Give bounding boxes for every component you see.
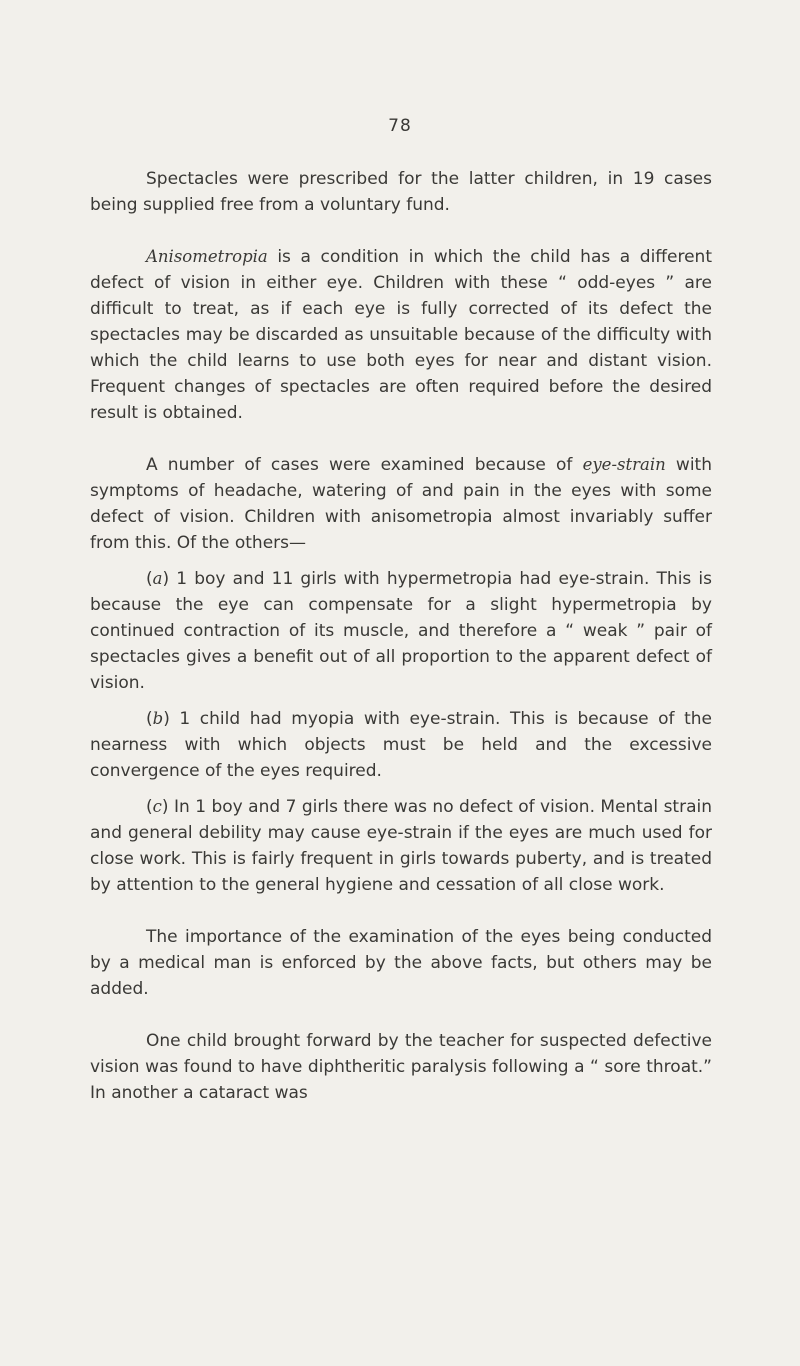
paragraph-importance xyxy=(90,924,712,1002)
paragraph-eye-strain xyxy=(90,452,712,556)
item-b-label: b xyxy=(152,709,164,728)
paragraph-diphtheritic xyxy=(90,1028,712,1106)
paragraph-importance-text: The importance of the examination of the eyes being conducted by a medical man is enforced by the above facts, but others may be added. xyxy=(90,927,712,999)
paragraph-anisometropia-text: is a condition in which the child has a different defect of vision in either eye. Children with these “ odd-eyes ” are difficult to treat, as if each eye is fully corrected of its defect the spectacles may be discarded as unsuitable because of the difficulty with which the child learns to use both eyes for near and distant vision. Frequent changes of spectacles are often required before the desired result is obtained. xyxy=(90,247,712,423)
paragraph-item-c: (c) In 1 boy and 7 girls there was no defect of vision. Mental strain and general debility may cause eye-strain if the eyes are much used for close work. This is fairly frequent in girls towards puberty, and is treated by attention to the general hygiene and cessation of all close work. xyxy=(90,797,712,895)
paragraph-diphtheritic-text: One child brought forward by the teacher for suspected defective vision was found to have diphtheritic paralysis following a “ sore throat.” In another a cataract was xyxy=(90,1031,712,1103)
paragraph-item-b: (b) 1 child had myopia with eye-strain. This is because of the nearness with which objects must be held and the excessive convergence of the eyes required. xyxy=(90,709,712,781)
paragraph-spectacles xyxy=(90,166,712,218)
paragraph-eye-strain-start: A number of cases were examined because of xyxy=(146,455,583,475)
item-a-label: a xyxy=(152,569,163,588)
paragraph-anisometropia xyxy=(90,244,712,426)
page-number: 78 xyxy=(388,116,412,136)
term-eye-strain: eye-strain xyxy=(582,455,666,474)
paragraph-spectacles-text: Spectacles were prescribed for the latter children, in 19 cases being supplied free from a voluntary fund. xyxy=(90,169,712,215)
item-b-text: 1 child had myopia with eye-strain. This is because of the nearness with which objects must be held and the excessive convergence of the eyes required. xyxy=(90,709,712,781)
item-c-label: c xyxy=(152,797,162,816)
term-anisometropia: Anisometropia xyxy=(146,247,268,266)
item-c-text: In 1 boy and 7 girls there was no defect of vision. Mental strain and general debility may cause eye-strain if the eyes are much used for close work. This is fairly frequent in girls towards puberty, and is treated by attention to the general hygiene and cessation of all close work. xyxy=(90,797,712,895)
body-text xyxy=(90,166,712,1106)
item-a-text: 1 boy and 11 girls with hypermetropia had eye-strain. This is because the eye can compensate for a slight hypermetropia by continued contraction of its muscle, and therefore a “ weak ” pair of spectacles gives a benefit out of all proportion to the apparent defect of vision. xyxy=(90,569,712,693)
paragraph-item-a: (a) 1 boy and 11 girls with hypermetropia had eye-strain. This is because the eye can compensate for a slight hypermetropia by continued contraction of its muscle, and therefore a “ weak ” pair of spectacles gives a benefit out of all proportion to the apparent defect of vision. xyxy=(90,569,712,693)
paragraph-eye-strain-text: with symptoms of headache, watering of and pain in the eyes with some defect of vision. Children with anisometropia almost invariably suffer from this. Of the others— xyxy=(90,455,712,553)
